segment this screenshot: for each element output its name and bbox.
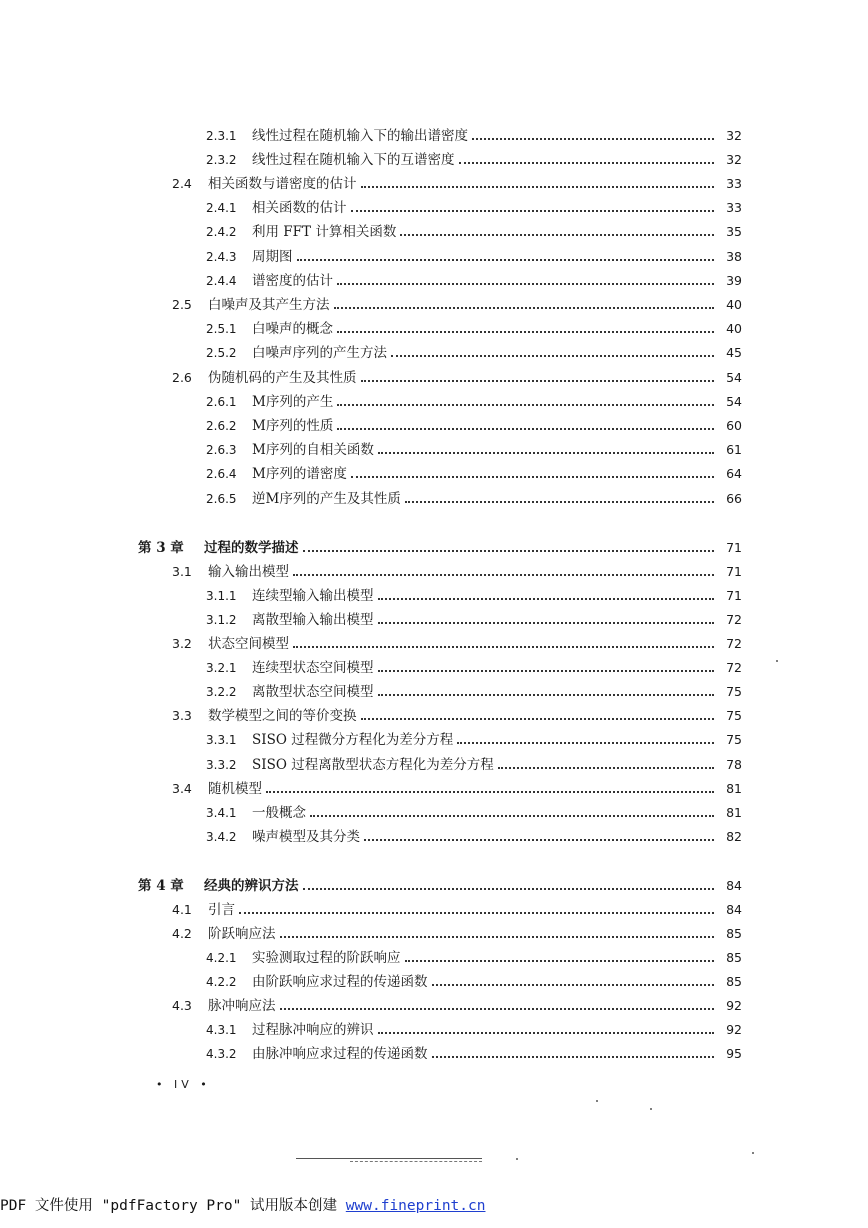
toc-leader-dots — [405, 501, 714, 503]
toc-leader-dots — [361, 186, 715, 188]
toc-entry-number: 2.5.1 — [206, 322, 237, 336]
toc-chapter-entry — [138, 536, 742, 560]
toc-entry-number: 2.4.4 — [206, 274, 237, 288]
toc-leader-dots — [432, 984, 715, 986]
toc-entry-page: 81 — [726, 781, 742, 796]
toc-entry — [206, 1042, 742, 1066]
toc-entry-page: 61 — [726, 442, 742, 457]
toc-entry-page: 71 — [726, 564, 742, 579]
toc-entry-title: 周期图 — [252, 249, 293, 265]
toc-entry-number: 4.2.2 — [206, 975, 237, 989]
toc-entry-page: 81 — [726, 805, 742, 820]
toc-entry-title: M序列的产生 — [252, 394, 334, 410]
toc-entry — [206, 970, 742, 994]
toc-leader-dots — [337, 283, 714, 285]
toc-entry-title: 引言 — [208, 902, 235, 918]
toc-entry-title: 数学模型之间的等价变换 — [208, 708, 357, 724]
toc-entry-number: 3.1.2 — [206, 613, 237, 627]
toc-entry-page: 32 — [726, 128, 742, 143]
toc-entry-title: 阶跃响应法 — [208, 926, 276, 942]
toc-entry-page: 72 — [726, 612, 742, 627]
scan-speck — [516, 1158, 518, 1160]
toc-entry-title: 逆M序列的产生及其性质 — [252, 491, 401, 507]
toc-entry-title: 白噪声的概念 — [252, 321, 333, 337]
toc-entry — [172, 172, 742, 196]
toc-entry-title: M序列的性质 — [252, 418, 334, 434]
toc-entry — [172, 777, 742, 801]
fineprint-link[interactable]: www.fineprint.cn — [345, 1198, 486, 1214]
toc-entry-page: 75 — [726, 684, 742, 699]
toc-entry-title: 利用 FFT 计算相关函数 — [252, 224, 397, 240]
toc-entry-number: 2.4.1 — [206, 201, 237, 215]
toc-entry-number: 3.4.2 — [206, 830, 237, 844]
toc-entry — [172, 366, 742, 390]
toc-entry-title: 输入输出模型 — [208, 564, 289, 580]
toc-entry-title: SISO 过程离散型状态方程化为差分方程 — [252, 757, 494, 773]
toc-entry-number: 2.6.2 — [206, 419, 237, 433]
toc-entry-title: 相关函数与谱密度的估计 — [208, 176, 357, 192]
toc-leader-dots — [498, 767, 714, 769]
toc-entry — [172, 704, 742, 728]
toc-leader-dots — [297, 259, 715, 261]
toc-entry — [206, 196, 742, 220]
toc-entry-title: 离散型状态空间模型 — [252, 684, 374, 700]
toc-entry-number: 2.3.2 — [206, 153, 237, 167]
toc-entry-number: 2.6 — [172, 370, 192, 385]
toc-leader-dots — [472, 138, 714, 140]
toc-entry-number: 2.4.3 — [206, 250, 237, 264]
toc-entry — [206, 728, 742, 752]
toc-entry-number: 3.4.1 — [206, 806, 237, 820]
toc-entry-number: 2.6.3 — [206, 443, 237, 457]
toc-entry-page: 84 — [726, 878, 742, 893]
toc-entry-number: 2.6.5 — [206, 492, 237, 506]
toc-leader-dots — [293, 574, 714, 576]
toc-entry-number: 3.1.1 — [206, 589, 237, 603]
toc-entry-page: 72 — [726, 636, 742, 651]
toc-entry — [206, 269, 742, 293]
toc-entry — [172, 898, 742, 922]
toc-entry-number: 第 4 章 — [138, 878, 184, 894]
toc-entry-number: 2.6.4 — [206, 467, 237, 481]
toc-entry-title: 脉冲响应法 — [208, 998, 276, 1014]
toc-entry-page: 66 — [726, 491, 742, 506]
toc-entry-page: 39 — [726, 273, 742, 288]
toc-leader-dots — [337, 331, 714, 333]
toc-entry-title: 由阶跃响应求过程的传递函数 — [252, 974, 428, 990]
toc-entry-page: 85 — [726, 926, 742, 941]
toc-leader-dots — [303, 550, 715, 552]
toc-entry — [206, 462, 742, 486]
toc-entry-page: 60 — [726, 418, 742, 433]
page-number-marker: • IV • — [156, 1078, 211, 1091]
toc-entry-page: 92 — [726, 998, 742, 1013]
toc-entry-page: 33 — [726, 176, 742, 191]
toc-entry — [206, 341, 742, 365]
toc-entry-title: 线性过程在随机输入下的互谱密度 — [252, 152, 455, 168]
toc-leader-dots — [378, 622, 715, 624]
toc-entry-title: 过程脉冲响应的辨识 — [252, 1022, 374, 1038]
toc-entry-page: 38 — [726, 249, 742, 264]
toc-entry-number: 3.2 — [172, 636, 192, 651]
toc-entry-title: 一般概念 — [252, 805, 306, 821]
toc-entry-title: 离散型输入输出模型 — [252, 612, 374, 628]
toc-entry-page: 85 — [726, 974, 742, 989]
toc-leader-dots — [280, 936, 715, 938]
toc-entry-page: 54 — [726, 394, 742, 409]
toc-entry-title: 线性过程在随机输入下的输出谱密度 — [252, 128, 468, 144]
toc-leader-dots — [378, 1032, 715, 1034]
toc-entry-number: 3.3.1 — [206, 733, 237, 747]
toc-entry-title: 白噪声序列的产生方法 — [252, 345, 387, 361]
toc-entry-title: 伪随机码的产生及其性质 — [208, 370, 357, 386]
toc-entry-page: 40 — [726, 297, 742, 312]
toc-entry-page: 71 — [726, 540, 742, 555]
toc-leader-dots — [378, 670, 715, 672]
toc-leader-dots — [293, 646, 714, 648]
toc-entry — [206, 414, 742, 438]
toc-leader-dots — [378, 598, 715, 600]
toc-entry-title: 连续型输入输出模型 — [252, 588, 374, 604]
toc-entry-page: 82 — [726, 829, 742, 844]
toc-entry — [206, 317, 742, 341]
toc-leader-dots — [378, 452, 714, 454]
toc-entry — [206, 680, 742, 704]
toc-entry-number: 2.5 — [172, 297, 192, 312]
toc-entry-title: 随机模型 — [208, 781, 262, 797]
toc-entry-page: 71 — [726, 588, 742, 603]
toc-entry-page: 75 — [726, 708, 742, 723]
toc-leader-dots — [280, 1008, 715, 1010]
toc-entry-number: 4.3 — [172, 998, 192, 1013]
toc-entry — [206, 584, 742, 608]
toc-entry-title: 状态空间模型 — [208, 636, 289, 652]
toc-entry-page: 78 — [726, 757, 742, 772]
pdf-watermark-footer — [0, 1194, 485, 1215]
toc-entry-number: 2.5.2 — [206, 346, 237, 360]
toc-entry-number: 3.3 — [172, 708, 192, 723]
toc-entry-number: 2.3.1 — [206, 129, 237, 143]
toc-entry-number: 4.2.1 — [206, 951, 237, 965]
toc-entry — [206, 825, 742, 849]
toc-entry — [206, 438, 742, 462]
toc-entry — [172, 293, 742, 317]
toc-entry-page: 64 — [726, 466, 742, 481]
toc-entry — [206, 220, 742, 244]
toc-entry-title: 谱密度的估计 — [252, 273, 333, 289]
toc-entry-number: 3.3.2 — [206, 758, 237, 772]
toc-entry-number: 第 3 章 — [138, 540, 184, 556]
toc-leader-dots — [266, 791, 714, 793]
toc-leader-dots — [400, 234, 714, 236]
toc-leader-dots — [432, 1056, 715, 1058]
toc-leader-dots — [391, 355, 714, 357]
scan-artifact-line — [350, 1161, 482, 1162]
toc-entry — [206, 1018, 742, 1042]
toc-entry-page: 75 — [726, 732, 742, 747]
toc-leader-dots — [239, 912, 714, 914]
scan-speck — [650, 1108, 652, 1110]
toc-entry-page: 32 — [726, 152, 742, 167]
toc-entry-title: 实验测取过程的阶跃响应 — [252, 950, 401, 966]
toc-entry-page: 72 — [726, 660, 742, 675]
toc-leader-dots — [378, 694, 715, 696]
toc-entry-number: 2.4.2 — [206, 225, 237, 239]
toc-entry-title: SISO 过程微分方程化为差分方程 — [252, 732, 454, 748]
toc-entry — [206, 124, 742, 148]
toc-leader-dots — [361, 380, 715, 382]
toc-entry-page: 92 — [726, 1022, 742, 1037]
toc-entry-page: 85 — [726, 950, 742, 965]
scan-speck — [752, 1152, 754, 1154]
toc-leader-dots — [405, 960, 715, 962]
toc-entry — [206, 608, 742, 632]
toc-leader-dots — [351, 210, 715, 212]
toc-entry — [206, 656, 742, 680]
toc-entry — [172, 560, 742, 584]
scan-speck — [596, 1100, 598, 1102]
toc-entry-page: 45 — [726, 345, 742, 360]
toc-entry-page: 35 — [726, 224, 742, 239]
toc-leader-dots — [351, 476, 714, 478]
toc-leader-dots — [337, 428, 714, 430]
scan-artifact-line — [296, 1158, 482, 1159]
toc-entry-number: 3.4 — [172, 781, 192, 796]
toc-entry-page: 33 — [726, 200, 742, 215]
toc-entry-title: 经典的辨识方法 — [204, 878, 299, 894]
toc-entry-number: 4.3.2 — [206, 1047, 237, 1061]
toc-entry-number: 4.2 — [172, 926, 192, 941]
toc-entry — [206, 245, 742, 269]
toc-entry-title: 相关函数的估计 — [252, 200, 347, 216]
toc-entry — [172, 632, 742, 656]
toc-leader-dots — [303, 888, 715, 890]
toc-entry-title: 白噪声及其产生方法 — [208, 297, 330, 313]
toc-entry — [206, 801, 742, 825]
toc-entry-number: 4.1 — [172, 902, 192, 917]
toc-entry — [206, 753, 742, 777]
toc-entry-title: M序列的谱密度 — [252, 466, 347, 482]
toc-entry — [172, 922, 742, 946]
toc-leader-dots — [361, 718, 715, 720]
toc-entry-title: 由脉冲响应求过程的传递函数 — [252, 1046, 428, 1062]
toc-leader-dots — [310, 815, 714, 817]
toc-entry-title: 过程的数学描述 — [204, 540, 299, 556]
toc-entry-number: 4.3.1 — [206, 1023, 237, 1037]
toc-leader-dots — [457, 742, 714, 744]
toc-entry-number: 2.4 — [172, 176, 192, 191]
toc-entry-number: 3.1 — [172, 564, 192, 579]
toc-entry-page: 95 — [726, 1046, 742, 1061]
toc-entry-title: 连续型状态空间模型 — [252, 660, 374, 676]
toc-entry-number: 2.6.1 — [206, 395, 237, 409]
toc-entry — [172, 994, 742, 1018]
pdf-footer-text: PDF 文件使用 "pdfFactory Pro" 试用版本创建 — [0, 1198, 346, 1214]
toc-entry — [206, 487, 742, 511]
toc-leader-dots — [364, 839, 714, 841]
toc-entry — [206, 390, 742, 414]
toc-entry-page: 40 — [726, 321, 742, 336]
scan-speck — [776, 660, 778, 662]
toc-leader-dots — [459, 162, 715, 164]
toc-leader-dots — [337, 404, 714, 406]
toc-chapter-entry — [138, 874, 742, 898]
toc-entry-title: M序列的自相关函数 — [252, 442, 374, 458]
toc-entry — [206, 148, 742, 172]
toc-entry-page: 54 — [726, 370, 742, 385]
toc-entry-number: 3.2.1 — [206, 661, 237, 675]
toc-entry-page: 84 — [726, 902, 742, 917]
toc-entry-title: 噪声模型及其分类 — [252, 829, 360, 845]
toc-entry-number: 3.2.2 — [206, 685, 237, 699]
toc-entry — [206, 946, 742, 970]
toc-leader-dots — [334, 307, 715, 309]
